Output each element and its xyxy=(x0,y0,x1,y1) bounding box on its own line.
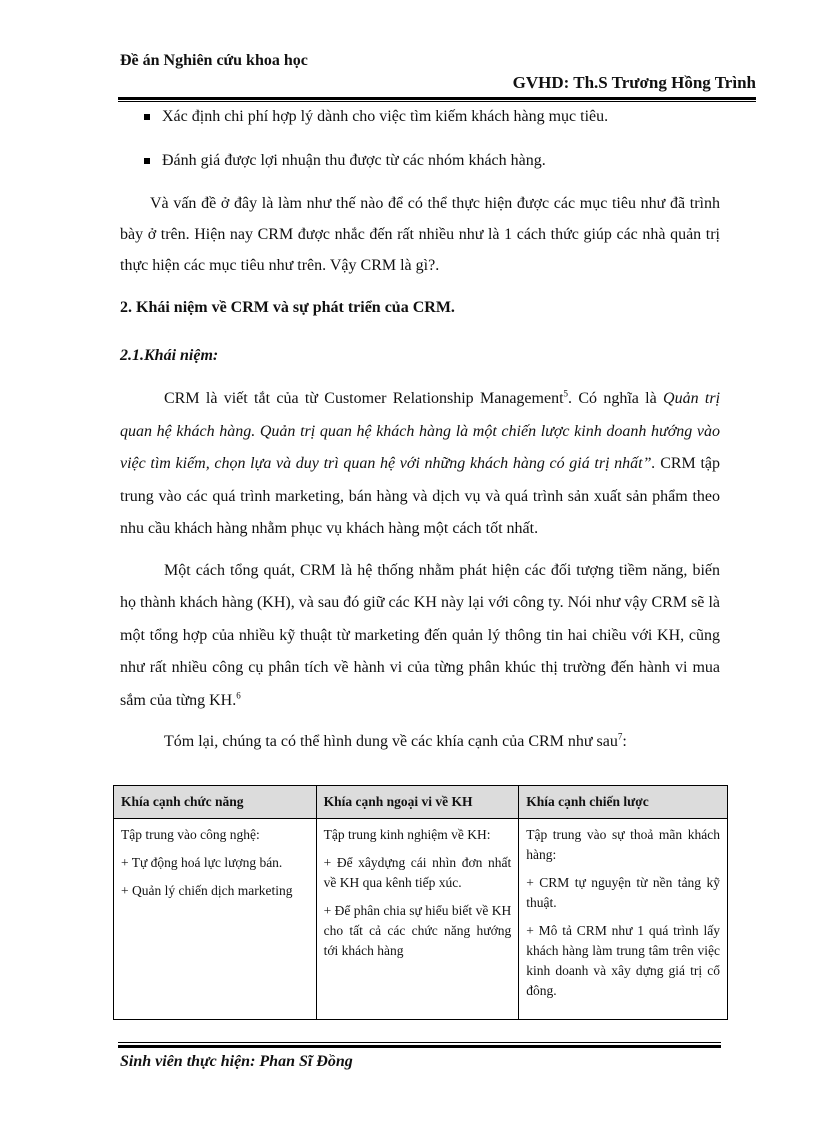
section-heading-2: 2. Khái niệm về CRM và sự phát triển của CRM. xyxy=(120,299,455,316)
footnote-ref: 5 xyxy=(563,388,569,399)
header-title: Đề án Nghiên cứu khoa học xyxy=(120,52,308,69)
table-cell xyxy=(519,819,728,1020)
definition-text: CRM là viết tắt của từ Customer Relationship Management xyxy=(164,390,564,407)
bullet-square-icon xyxy=(144,158,150,164)
bullet-item xyxy=(140,102,720,132)
cell-line: + Quản lý chiến dịch marketing xyxy=(121,883,293,898)
paragraph-definition xyxy=(120,383,720,546)
paragraph-intro: Và vấn đề ở đây là làm như thế nào để có thể thực hiện được các mục tiêu như đã trình bày ở trên. Hiện nay CRM được nhắc đến rất nhiều như là 1 cách thức giúp các nhà quản trị thực hiện các mục tiêu như trên. Vậy CRM là gì?. xyxy=(120,195,720,274)
table-cell xyxy=(114,819,317,1020)
definition-italic: Quản trị quan hệ khách hàng. Quản trị quan hệ khách hàng là một chiến lược kinh doanh hướng vào việc tìm kiếm, chọn lựa và duy trì quan hệ với những khách hàng có giá trị nhất”. xyxy=(120,390,721,472)
cell-line: Tập trung vào công nghệ: xyxy=(121,827,260,842)
table-header-cell: Khía cạnh chiến lược xyxy=(519,786,728,819)
table-header-cell: Khía cạnh chức năng xyxy=(114,786,317,819)
page-content xyxy=(120,102,720,757)
footer-author: Sinh viên thực hiện: Phan Sĩ Đồng xyxy=(120,1053,353,1070)
header-rule-thick xyxy=(118,97,756,100)
cell-line: + Tự động hoá lực lượng bán. xyxy=(121,855,283,870)
table-header-cell: Khía cạnh ngoại vi về KH xyxy=(316,786,519,819)
footnote-ref: 6 xyxy=(236,690,241,701)
summary-text: Tóm lại, chúng ta có thể hình dung về các khía cạnh của CRM như sau xyxy=(164,733,618,750)
footer-rule-thick xyxy=(118,1045,721,1048)
crm-aspects-table xyxy=(113,785,728,1020)
paragraph-summary xyxy=(120,727,720,757)
summary-text: : xyxy=(622,733,627,750)
overview-text: Một cách tổng quát, CRM là hệ thống nhằm phát hiện các đối tượng tiềm năng, biến họ thành khách hàng (KH), và sau đó giữ các KH này lại với công ty. Nói như vậy CRM sẽ là một tổng hợp của nhiều kỹ thuật từ marketing đến quản lý thông tin hai chiều với KH, cũng như rất nhiều công cụ phân tích về hành vi của từng phân khúc thị trường đến hành vi mua sắm của từng KH. xyxy=(120,561,720,709)
cell-line: + CRM tự nguyện từ nền tảng kỹ thuật. xyxy=(526,875,720,910)
definition-text: CRM tập trung vào các quá trình marketing, bán hàng và dịch vụ và quá trình sản xuất sản phẩm theo nhu cầu khách hàng nhằm phục vụ khách hàng một cách tốt nhất. xyxy=(120,455,720,537)
bullet-text: Xác định chi phí hợp lý dành cho việc tìm kiếm khách hàng mục tiêu. xyxy=(162,108,609,125)
table-header-row xyxy=(114,786,728,819)
definition-text: . Có nghĩa là xyxy=(568,390,664,407)
cell-line: Tập trung vào sự thoả mãn khách hàng: xyxy=(526,827,720,862)
table-row xyxy=(114,819,728,1020)
cell-line: + Mô tả CRM như 1 quá trình lấy khách hàng làm trung tâm trên việc kinh doanh và xây dựng giá trị cổ đông. xyxy=(526,923,720,998)
cell-line: + Để xâydựng cái nhìn đơn nhất về KH qua kênh tiếp xúc. xyxy=(323,855,512,890)
section-heading-2-1: 2.1.Khái niệm: xyxy=(120,347,219,364)
paragraph-overview xyxy=(120,555,720,718)
cell-line: Tập trung kinh nghiệm về KH: xyxy=(323,827,491,842)
footer-rule-thin xyxy=(118,1042,721,1043)
bullet-item xyxy=(140,146,720,176)
table-cell xyxy=(316,819,519,1020)
cell-line: + Để phân chia sự hiểu biết về KH cho tất cả các chức năng hướng tới khách hàng xyxy=(323,903,512,958)
header-supervisor: GVHD: Th.S Trương Hồng Trình xyxy=(512,73,756,92)
bullet-text: Đánh giá được lợi nhuận thu được từ các nhóm khách hàng. xyxy=(162,152,546,169)
bullet-square-icon xyxy=(144,114,150,120)
footnote-ref: 7 xyxy=(617,731,623,742)
